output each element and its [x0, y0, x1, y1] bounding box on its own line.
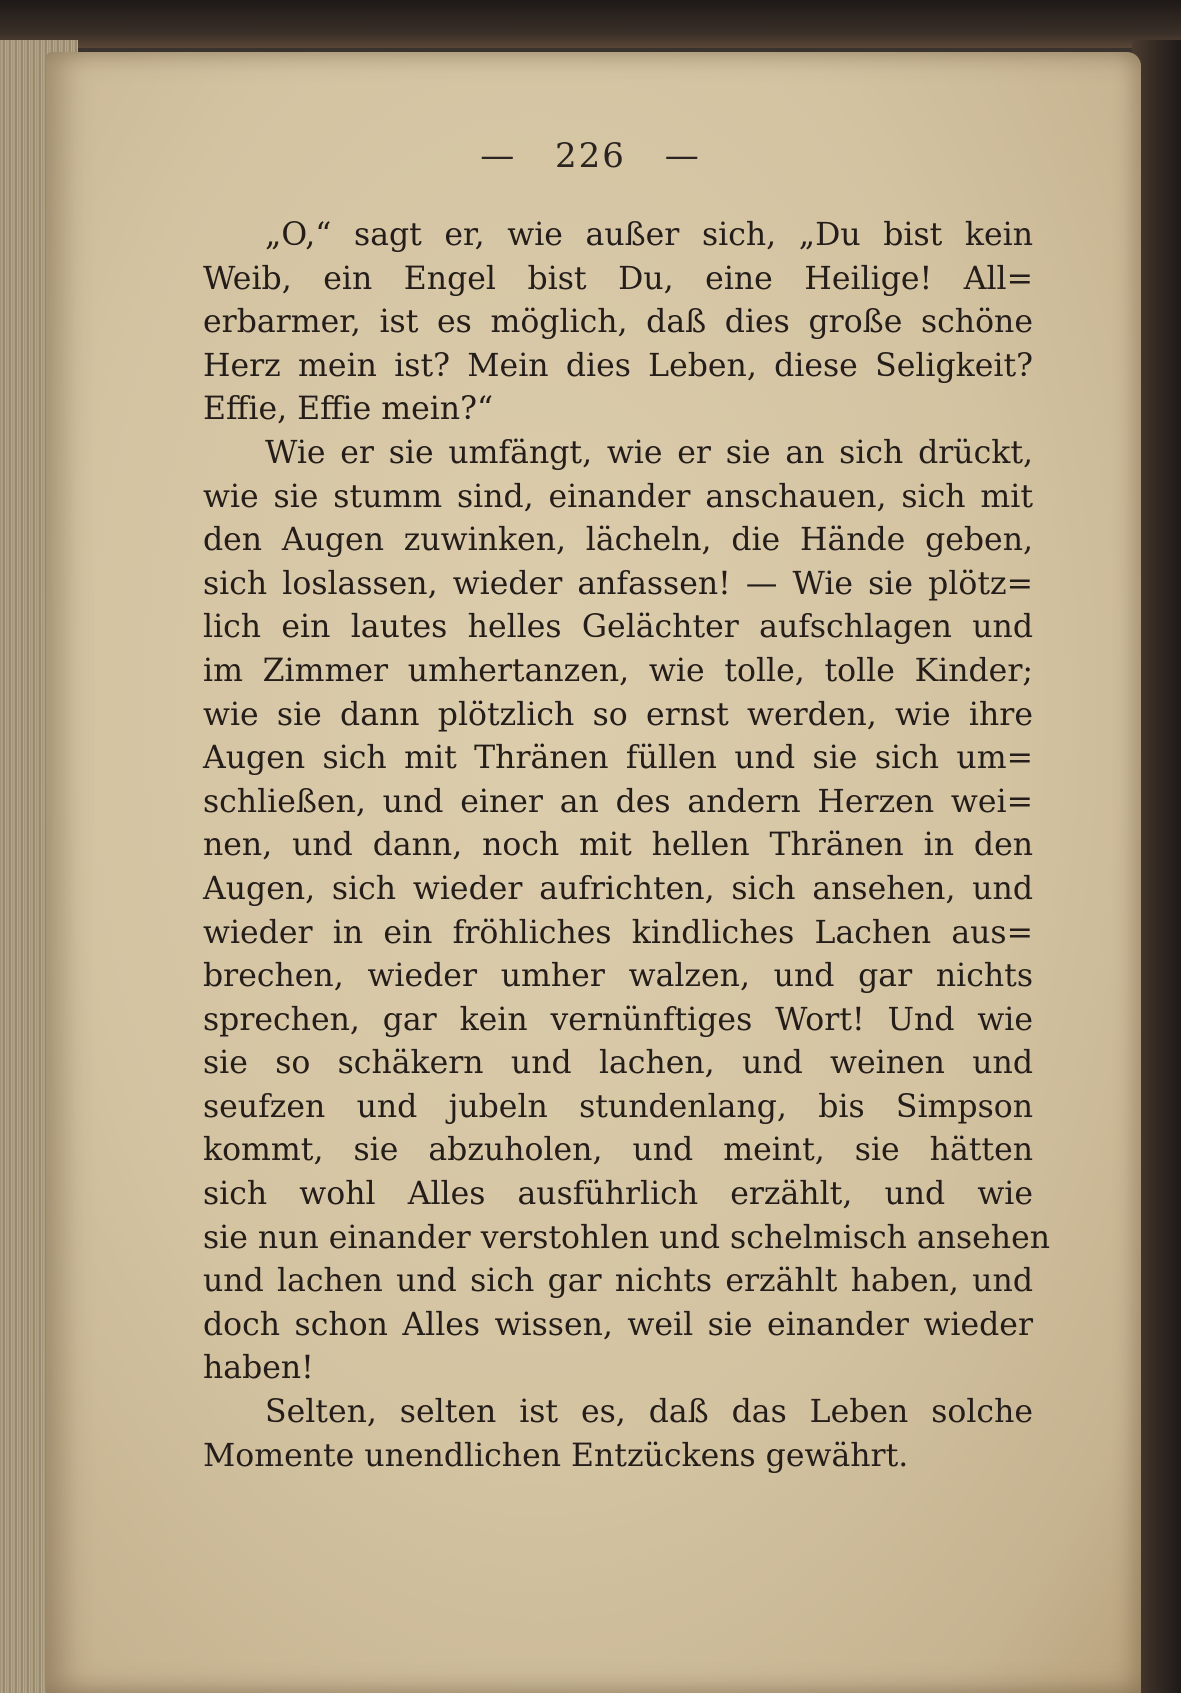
text-line: erbarmer, ist es möglich, daß dies große schöne	[203, 304, 1033, 341]
text-line: lich ein lautes helles Gelächter aufschlagen und	[203, 609, 1033, 646]
text-line: seufzen und jubeln stundenlang, bis Simpson	[203, 1088, 1033, 1125]
text-line: wie sie stumm sind, einander anschauen, sich mit	[203, 478, 1033, 515]
page-number-dash-right: —	[664, 136, 701, 176]
text-line: haben!	[203, 1350, 314, 1387]
text-line: wie sie dann plötzlich so ernst werden, wie ihre	[203, 696, 1033, 733]
text-line: Augen sich mit Thränen füllen und sie sich um=	[203, 740, 1033, 777]
text-line: kommt, sie abzuholen, und meint, sie hätten	[203, 1132, 1033, 1169]
text-line: sprechen, gar kein vernünftiges Wort! Und wie	[203, 1001, 1033, 1038]
text-line: Selten, selten ist es, daß das Leben solche	[265, 1394, 1033, 1431]
page-number: 226	[555, 136, 626, 176]
text-line: sich wohl Alles ausführlich erzählt, und wie	[203, 1176, 1033, 1213]
text-line: wieder in ein fröhliches kindliches Lachen aus=	[203, 914, 1033, 951]
text-line: nen, und dann, noch mit hellen Thränen in den	[203, 827, 1033, 864]
text-line: sie so schäkern und lachen, und weinen und	[203, 1045, 1033, 1082]
text-line: „O,“ sagt er, wie außer sich, „Du bist kein	[265, 217, 1033, 253]
text-line: sie nun einander verstohlen und schelmisch ansehen	[203, 1219, 1051, 1256]
text-line: sich loslassen, wieder anfassen! — Wie sie plötz=	[203, 565, 1033, 602]
text-line: Weib, ein Engel bist Du, eine Heilige! All=	[203, 260, 1033, 297]
text-line: brechen, wieder umher walzen, und gar nichts	[203, 958, 1033, 995]
text-line: im Zimmer umhertanzen, wie tolle, tolle Kinder;	[203, 652, 1033, 689]
text-line: doch schon Alles wissen, weil sie einander wieder	[203, 1306, 1033, 1343]
text-line: Augen, sich wieder aufrichten, sich ansehen, und	[203, 870, 1033, 907]
text-line: Herz mein ist? Mein dies Leben, diese Seligkeit?	[203, 347, 1033, 384]
text-line: Effie, Effie mein?“	[203, 391, 494, 428]
text-line: schließen, und einer an des andern Herzen wei=	[203, 783, 1033, 820]
text-line: und lachen und sich gar nichts erzählt haben, und	[203, 1263, 1033, 1300]
page-number-header	[0, 136, 1181, 176]
text-line: Momente unendlichen Entzückens gewährt.	[203, 1437, 909, 1474]
text-line: den Augen zuwinken, lächeln, die Hände geben,	[203, 522, 1033, 559]
page-body-text	[203, 214, 1051, 1478]
text-line: Wie er sie umfängt, wie er sie an sich drückt,	[265, 434, 1033, 471]
book-cover-top-edge	[0, 0, 1181, 48]
page-number-dash-left: —	[480, 136, 517, 176]
